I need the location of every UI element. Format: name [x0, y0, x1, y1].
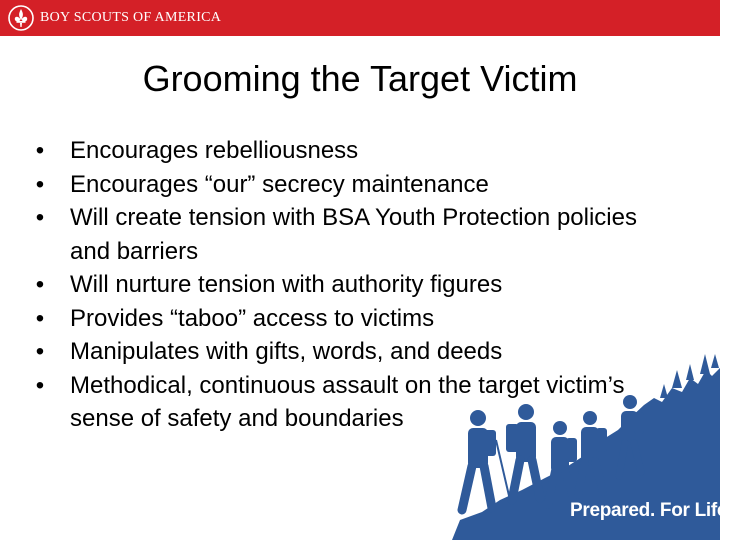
bullet-icon: •: [35, 338, 45, 365]
bullet-text: Encourages rebelliousness: [70, 137, 359, 164]
bullet-icon: •: [35, 170, 45, 198]
org-name: BOY SCOUTS OF AMERICA: [40, 10, 222, 25]
registered-mark: ®: [732, 500, 739, 511]
bullet-text: Will nurture tension with authority figures: [70, 271, 503, 298]
bullet-text: Will create tension with BSA Youth Protection policies and barriers: [70, 204, 637, 265]
bullet-icon: •: [35, 304, 45, 332]
bullet-icon: •: [35, 204, 45, 231]
slide-title: Grooming the Target Victim: [142, 58, 578, 99]
bullet-icon: •: [35, 271, 45, 298]
bullet-icon: •: [35, 137, 45, 164]
bullet-icon: •: [35, 371, 45, 399]
bullet-text: Methodical, continuous assault on the target victim’s sense of safety and boundaries: [70, 371, 625, 432]
tagline-text: Prepared. For Life.: [570, 500, 733, 521]
bullet-text: Provides “taboo” access to victims: [70, 304, 435, 332]
bullet-text: Encourages “our” secrecy maintenance: [70, 170, 489, 198]
tagline: [570, 500, 739, 522]
bullet-text: Manipulates with gifts, words, and deeds: [70, 338, 503, 365]
